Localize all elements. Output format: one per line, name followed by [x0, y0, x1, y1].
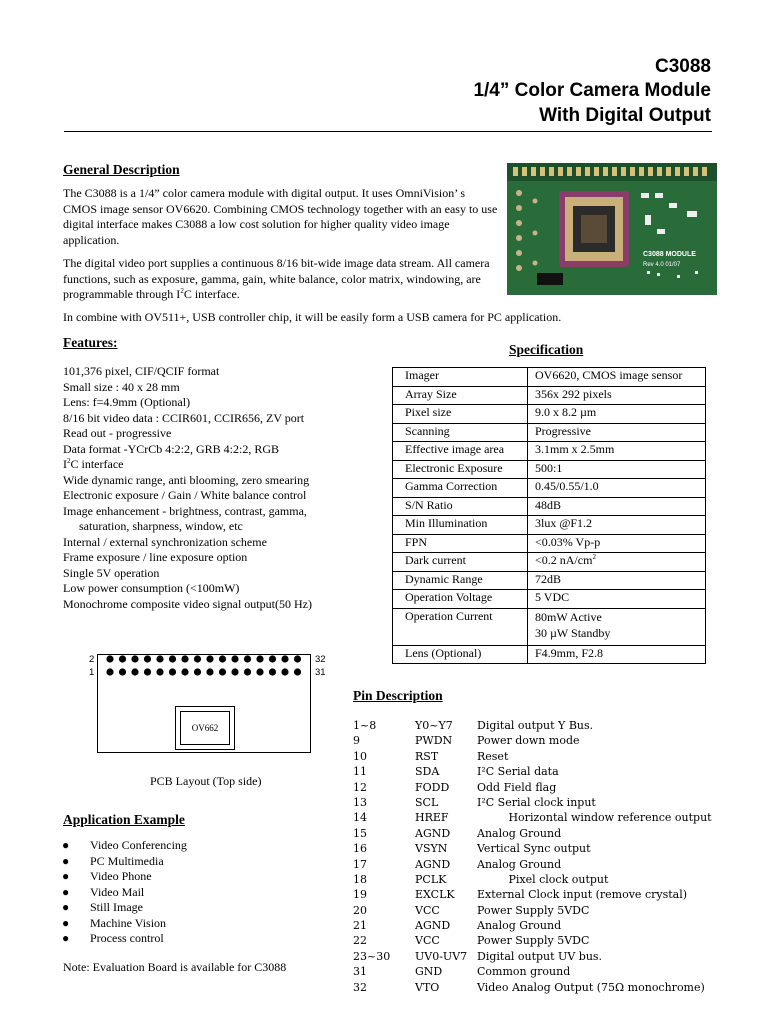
pin-label-32: 32 — [315, 654, 326, 665]
evaluation-note: Note: Evaluation Board is available for C3088 — [63, 960, 287, 974]
spec-row-dark-current: Dark current <0.2 $nA/cm^2$ — [393, 553, 706, 572]
spec-row: Operation Voltage 5 VDC — [393, 590, 706, 609]
bullet-icon: ● — [62, 853, 70, 868]
application-item: ● Video Conferencing — [62, 838, 187, 852]
application-item: ● PC Multimedia — [62, 853, 164, 868]
pin-row: 11 SDA I²C Serial data — [353, 765, 559, 779]
module-label-2: Rev 4.0 01/07 — [643, 262, 681, 268]
application-item: ● Process control — [62, 931, 164, 945]
feature-item: Data format -YCrCb 4:2:2, GRB 4:2:2, RGB — [63, 441, 279, 456]
module-photo-graphic — [507, 163, 717, 295]
spec-row: Imager OV6620, CMOS image sensor — [393, 368, 706, 387]
feature-item: Read out - progressive — [63, 426, 172, 440]
feature-item: Electronic exposure / Gain / White balance control — [63, 488, 307, 502]
feature-item: Monochrome composite video signal output(50 Hz) — [63, 596, 312, 611]
spec-row: Min Illumination 3lux @F1.2 — [393, 516, 706, 535]
feature-item: Frame exposure / line exposure option — [63, 550, 248, 564]
feature-item-i2c: $I^2C$ interface — [63, 457, 124, 471]
module-label-1: C3088 MODULE — [643, 251, 696, 258]
spec-row: FPN <0.03% Vp-p — [393, 534, 706, 553]
bullet-icon: ● — [62, 900, 70, 914]
features-heading: Features: — [63, 335, 118, 350]
pin-row: 16 VSYN Vertical Sync output — [353, 842, 591, 856]
application-item: ● Video Mail — [62, 884, 145, 899]
bullet-icon: ● — [62, 915, 70, 930]
pin-row: 20 VCC Power Supply 5VDC — [353, 903, 590, 917]
spec-row: Gamma Correction 0.45/0.55/1.0 — [393, 479, 706, 498]
features-list — [63, 364, 363, 612]
pin-label-2: 2 — [89, 654, 95, 665]
pin-row: 18 PCLK Pixel clock output — [353, 872, 609, 886]
pin-row: 21 AGND Analog Ground — [353, 919, 562, 933]
pin-row: 14 HREF Horizontal window reference output — [353, 811, 712, 825]
feature-item: 8/16 bit video data : CCIR601, CCIR656, ZV port — [63, 410, 305, 425]
pin-row: 23~30 UV0-UV7 Digital output UV bus. — [353, 949, 603, 963]
application-list — [62, 838, 187, 947]
general-paragraph-1: The C3088 is a 1/4” color camera module with digital output. It uses OmniVision’ s CMOS image sensor OV6620. Combining CMOS technology together with an easy to use digital interface makes C3088 a low cost solution for higher quality video image application. — [63, 186, 498, 247]
spec-row: Pixel size 9.0 x 8.2 µm — [393, 405, 706, 424]
part-number: C3088 — [655, 56, 711, 77]
pin-row: 13 SCL I²C Serial clock input — [353, 795, 596, 809]
sensor-chip-label: OV662 — [180, 711, 230, 745]
feature-item: Lens: f=4.9mm (Optional) — [63, 395, 191, 409]
bullet-icon: ● — [62, 931, 70, 945]
feature-item: Low power consumption (<100mW) — [63, 581, 240, 595]
feature-item-continued: saturation, sharpness, window, etc — [79, 519, 243, 533]
application-item: ● Video Phone — [62, 869, 152, 883]
feature-item: Wide dynamic range, anti blooming, zero smearing — [63, 472, 310, 487]
pin-row: 31 GND Common ground — [353, 965, 571, 979]
pin-row: 17 AGND Analog Ground — [353, 857, 562, 871]
spec-row: S/N Ratio 48dB — [393, 497, 706, 516]
bullet-icon: ● — [62, 838, 70, 852]
pcb-layout-diagram — [89, 654, 326, 753]
application-item: ● Still Image — [62, 900, 143, 914]
feature-item: Single 5V operation — [63, 565, 160, 580]
general-paragraph-3: In combine with OV511+, USB controller chip, it will be easily form a USB camera for PC application. — [63, 310, 562, 324]
pin-row: 32 VTO Video Analog Output (75Ω monochrome) — [353, 980, 705, 994]
spec-row: Dynamic Range 72dB — [393, 571, 706, 590]
title-line-2: With Digital Output — [539, 105, 711, 126]
pin-row: 10 RST Reset — [353, 749, 509, 763]
pin-description-heading: Pin Description — [353, 688, 443, 703]
title-line-1: 1/4” Color Camera Module — [473, 80, 711, 101]
spec-row: Effective image area 3.1mm x 2.5mm — [393, 442, 706, 461]
spec-row: Array Size 356x 292 pixels — [393, 386, 706, 405]
application-item: ● Machine Vision — [62, 915, 167, 930]
spec-row-operation-current: Operation Current 80mW Active 30 µW Standby — [393, 608, 706, 645]
specification-heading: Specification — [509, 342, 584, 357]
general-description-heading: General Description — [63, 162, 180, 177]
pcb-pin-header — [106, 653, 304, 679]
bullet-icon: ● — [62, 884, 70, 899]
general-paragraph-2: The digital video port supplies a continuous 8/16 bit-wide image data stream. All camera functions, such as exposure, gamma, gain, white balance, color matrix, windowing, are programmable through $I^2C$ interface. — [63, 256, 490, 301]
sensor-chip-outline — [175, 706, 235, 750]
spec-row-lens: Lens (Optional) F4.9mm, F2.8 — [393, 645, 706, 664]
module-photo — [507, 163, 717, 295]
pin-row: 1~8 Y0~Y7 Digital output Y Bus. — [353, 719, 594, 732]
pin-label-31: 31 — [315, 667, 326, 678]
pin-row: 12 FODD Odd Field flag — [353, 780, 557, 794]
header-rule — [64, 131, 712, 132]
pin-row: 22 VCC Power Supply 5VDC — [353, 934, 590, 948]
feature-item: 101,376 pixel, CIF/QCIF format — [63, 364, 220, 378]
feature-item: Small size : 40 x 28 mm — [63, 379, 180, 394]
application-heading: Application Example — [63, 812, 185, 827]
spec-row: Scanning Progressive — [393, 423, 706, 442]
feature-item: Image enhancement - brightness, contrast, gamma, — [63, 503, 307, 518]
pin-description-table — [353, 718, 712, 995]
specification-table — [392, 367, 706, 664]
pin-row: 9 PWDN Power down mode — [353, 734, 580, 748]
pin-label-1: 1 — [89, 667, 95, 678]
pcb-caption: PCB Layout (Top side) — [150, 774, 262, 788]
feature-item: Internal / external synchronization scheme — [63, 534, 267, 549]
bullet-icon: ● — [62, 869, 70, 883]
pin-row: 19 EXCLK External Clock input (remove crystal) — [353, 888, 688, 902]
spec-row: Electronic Exposure 500:1 — [393, 460, 706, 479]
pin-row: 15 AGND Analog Ground — [353, 826, 562, 840]
